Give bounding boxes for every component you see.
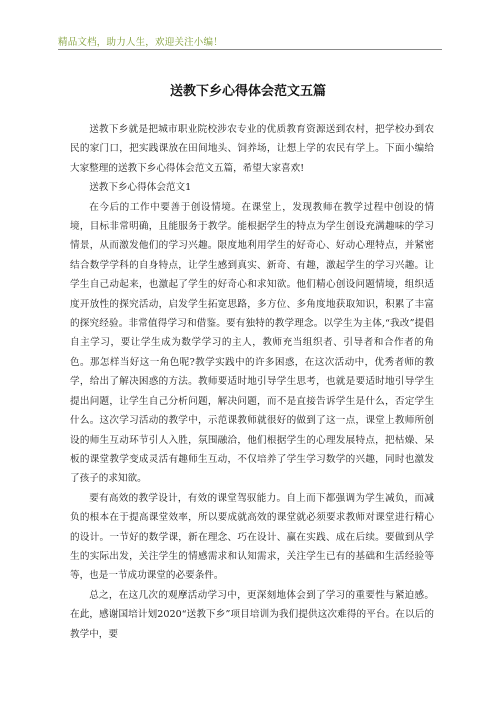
section-heading: 送教下乡心得体会范文1	[89, 182, 192, 194]
body-paragraph: 总之，在这几次的观摩活动学习中，更深刻地体会到了学习的重要性与紧迫感。在此，感谢国培计划2020“送教下乡”项目培训为我们提供这次难得的平台。在以后的教学中，要	[70, 589, 434, 640]
intro-paragraph: 送教下乡就是把城市职业院校涉农专业的优质教育资源送到农村，把学校办到农民的家门口，把实践课放在田间地头、饲养场，让想上学的农民有学上。下面小编给大家整理的送教下乡心得体会范文五篇，希望大家喜欢!	[70, 124, 434, 174]
body-paragraph: 在今后的工作中要善于创设情境。在课堂上，发现教师在教学过程中创设的情境，目标非常明确，且能服务于教学。能根据学生的特点为学生创设充满趣味的学习情景，从而激发他们的学习兴趣。限度地利用学生的好奇心、好动心理特点，并紧密结合数学学科的自身特点，让学生感到真实、新奇、有趣，激起学生的学习兴趣。让学生自己动起来，也激起了学生的好奇心和求知欲。他们精心创设问题情境，组织适度开放性的探究活动，启发学生拓宽思路，多方位、多角度地获取知识，积累了丰富的探究经验。非常值得学习和借鉴。要有独特的教学理念。以学生为主体,“我改”提倡自主学习，要让学生成为数学学习的主人，教师充当组织者、引导者和合作者的角色。那怎样当好这一角色呢?教学实践中的许多困惑，在这次活动中，优秀者师的教学，给出了解决困惑的方法。教师要适时地引导学生思考，也就是要适时地引导学生提出问题，让学生自己分析问题，解决问题，而不是直接告诉学生是什么，否定学生什么。这次学习活动的教学中，示范课教师就很好的做到了这一点，课堂上教师所创设的师生互动环节引人入胜，氛围融洽，他们根据学生的心理发展特点，把枯燥、呆板的课堂教学变成灵活有趣师生互动，不仅培养了学生学习数学的兴趣，同时也激发了孩子的求知欲。	[70, 201, 434, 485]
body-paragraph: 要有高效的教学设计，有效的课堂驾驭能力。自上而下都强调为学生减负，而减负的根本在于提高课堂效率，所以要成就高效的课堂就必须要求教师对课堂进行精心的设计。一节好的数学课，新在理念、巧在设计、赢在实践、成在后续。要做到从学生的实际出发，关注学生的情感需求和认知需求，关注学生已有的基础和生活经验等等，也是一节成功课堂的必要条件。	[70, 492, 434, 582]
page-header: 精品文档，助力人生，欢迎关注小编！	[58, 37, 223, 48]
document-body	[70, 120, 434, 644]
header-divider	[58, 49, 442, 50]
document-title: 送教下乡心得体会范文五篇	[169, 84, 326, 99]
